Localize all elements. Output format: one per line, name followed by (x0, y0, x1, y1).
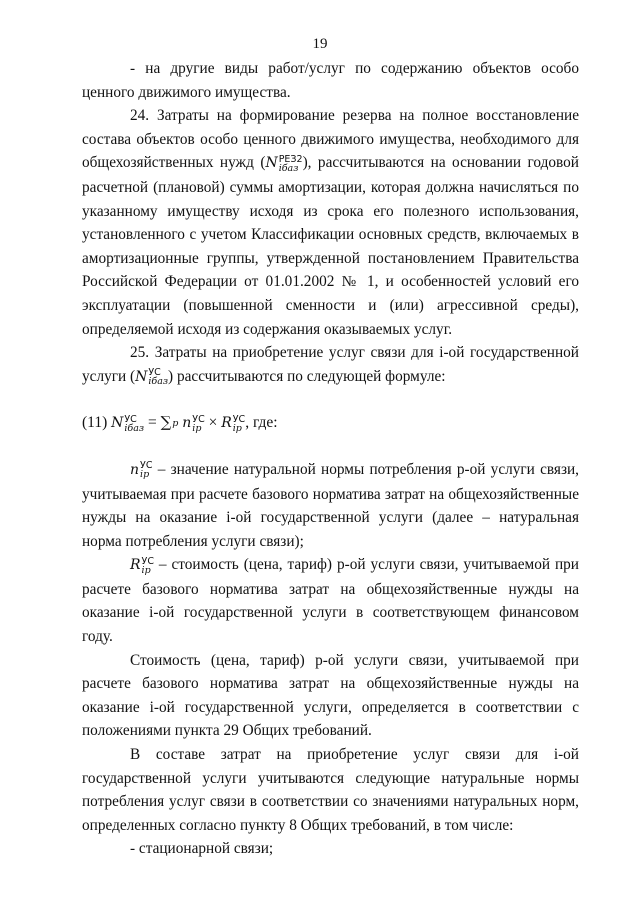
definition-r-text: – стоимость (цена, тариф) p-ой услуги связи, учитываемой при расчете базового норматива затрат на общехозяйственные нужды на оказание i-ой государственной услуги в соответствующем финансовом году. (82, 556, 579, 646)
superscript-us: УС (192, 413, 205, 425)
formula-suffix: , где: (245, 414, 278, 432)
symbol-scripts (148, 368, 168, 386)
equals-sign: = (147, 414, 157, 432)
definition-n-text: – значение натуральной нормы потребления p-ой услуги связи, учитываемая при расчете базового норматива затрат на общехозяйственные нужды на оказание i-ой государственной услуги (далее – натуральная норма потребления услуги связи); (82, 460, 579, 550)
sum-scripts (172, 419, 178, 428)
paragraph-25-text-start: 25. Затраты на приобретение услуг связи для i-ой государственной услуги ( (82, 344, 579, 385)
symbol-N: N (135, 368, 148, 385)
symbol-scripts (124, 415, 144, 433)
paragraph-list-item: - стационарной связи; (130, 840, 274, 858)
subscript-ip: ip (141, 564, 151, 576)
paragraph-list-item: - на другие виды работ/услуг по содержанию объектов особо ценного движимого имущества. (82, 60, 579, 101)
superscript-us: УС (124, 413, 137, 425)
symbol-R: R (130, 557, 141, 574)
definition-r (82, 553, 579, 648)
superscript-rez2: РЕЗ2 (278, 153, 303, 165)
symbol-scripts (233, 415, 245, 433)
sum-symbol: ∑ (160, 413, 172, 432)
superscript-us: УС (232, 413, 246, 425)
symbol-scripts (140, 461, 152, 479)
paragraph-25-text-end: ) рассчитываются по следующей формуле: (168, 367, 446, 385)
formula-number: (11) (82, 414, 108, 432)
paragraph-24-text-end: ), рассчитываются на основании годовой расчетной (плановой) суммы амортизации, которая должна начисляться по указанному имуществу исходя из срока его полезного использования, установленного с учетом Классификации основных средств, включаемых в амортизационные группы, утвержденной постановлением Правительства Российской Федерации от 01.01.2002 № 1, и особенностей условий его эксплуатации (повышенной сменности и (или) агрессивной среды), определяемой исходя из содержания оказываемых услуг. (82, 154, 579, 338)
paragraph-cost: Стоимость (цена, тариф) p-ой услуги связи, учитываемой при расчете базового норматива затрат на общехозяйственные нужды на оказание i-ой государственной услуги, определяется в соответствии с положениями пункта 29 Общих требований. (82, 651, 579, 740)
subscript-ibaz: iбаз (124, 422, 145, 434)
symbol-N: N (265, 155, 278, 172)
subscript-p: p (172, 418, 179, 430)
subscript-ip: ip (232, 422, 242, 434)
subscript-ibaz: iбаз (148, 376, 169, 388)
superscript-us: УС (148, 367, 161, 379)
symbol-scripts (279, 155, 303, 173)
formula-11 (82, 411, 579, 436)
symbol-R: R (221, 415, 232, 432)
symbol-scripts (142, 557, 154, 575)
times-sign: × (208, 414, 218, 432)
subscript-ibaz: iбаз (278, 162, 299, 174)
symbol-scripts (192, 415, 204, 433)
paragraph-24-text-start: 24. Затраты на формирование резерва на полное восстановление состава объектов особо ценного движимого имущества, необходимого для общехозяйственных нужд ( (82, 107, 579, 172)
paragraph-composition: В составе затрат на приобретение услуг связи для i-ой государственной услуги учитываются следующие натуральные нормы потребления услуг связи в соответствии со значениями натуральных норм, определенных согласно пункту 8 Общих требований, в том числе: (82, 746, 579, 834)
subscript-ip: ip (140, 469, 150, 481)
paragraph-24 (82, 104, 579, 341)
superscript-us: УС (141, 555, 154, 567)
symbol-n: n (130, 461, 140, 478)
definition-n (82, 458, 579, 553)
page-number: 19 (312, 36, 328, 52)
paragraph-25 (82, 341, 579, 389)
subscript-ip: ip (192, 422, 202, 434)
symbol-n: n (182, 415, 192, 432)
document-body (82, 57, 579, 861)
superscript-us: УС (140, 460, 153, 472)
symbol-N: N (111, 415, 124, 432)
